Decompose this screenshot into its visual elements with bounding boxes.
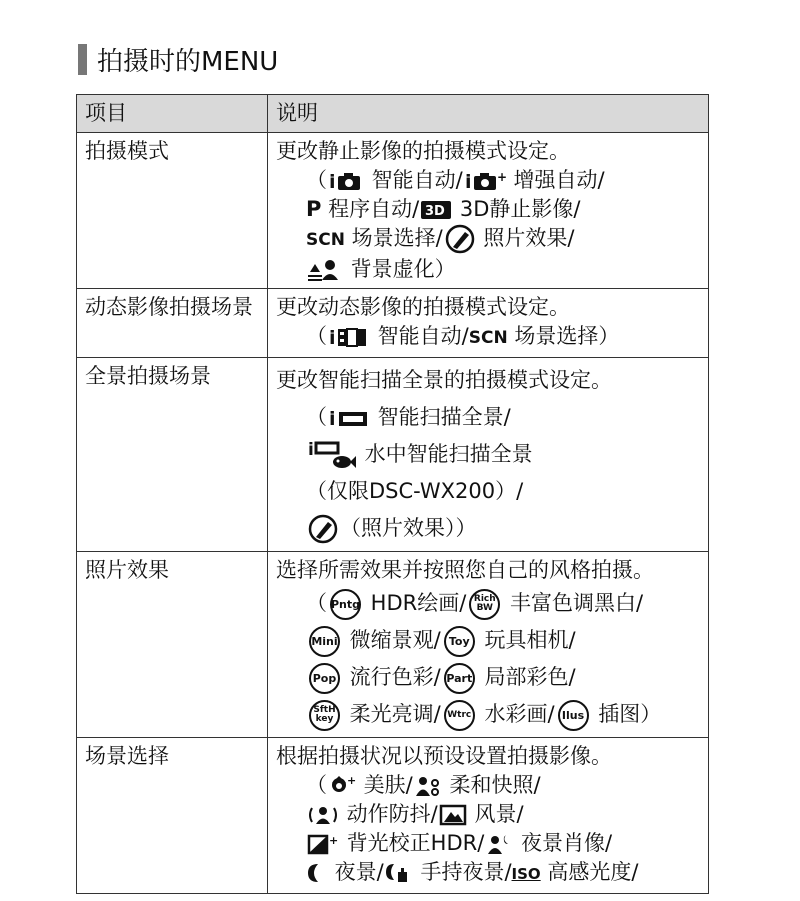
option-label: 柔光亮调/ (343, 702, 441, 726)
option-line (276, 255, 700, 284)
option-line (276, 399, 700, 436)
option-label: 夜景/ (328, 860, 384, 884)
option-line (276, 622, 700, 659)
option-label: 智能自动/ (371, 324, 469, 348)
paren: （ (306, 405, 327, 429)
description-cell (268, 738, 709, 894)
option-label: （照片效果）） (340, 516, 477, 540)
option-label: HDR绘画/ (364, 591, 467, 615)
description-cell (268, 552, 709, 738)
option-label: 夜景肖像/ (514, 831, 613, 855)
header-item: 项目 (77, 95, 268, 133)
illustration-icon: Ilus (558, 700, 589, 731)
description-text: 选择所需效果并按照您自己的风格拍摄。 (276, 558, 654, 582)
option-label: 场景选择） (507, 324, 620, 348)
option-line (276, 800, 700, 829)
svg-text:i: i (329, 408, 336, 430)
option-line (276, 224, 700, 255)
rich-tone-monochrome-icon (469, 589, 500, 620)
watercolor-icon: Wtrc (444, 700, 475, 731)
description-text: 更改动态影像的拍摄模式设定。 (276, 295, 570, 319)
option-line (276, 858, 700, 889)
anti-motion-blur-icon (308, 804, 338, 826)
intelligent-panorama-icon (329, 407, 369, 429)
description-text: 更改静止影像的拍摄模式设定。 (276, 139, 570, 163)
option-label: 水中智能扫描全景 (358, 442, 533, 466)
svg-text:+: + (496, 170, 507, 184)
high-sensitivity-icon: ISO (511, 865, 541, 883)
option-line (276, 473, 700, 510)
option-label: 智能自动/ (365, 168, 463, 192)
description-text: 根据拍摄状况以预设设置拍摄影像。 (276, 744, 612, 768)
option-label: 玩具相机/ (477, 628, 576, 652)
option-label: 美肤/ (357, 773, 413, 797)
badge-line: key (315, 714, 334, 724)
table-row (77, 289, 709, 358)
paren: （ (306, 591, 327, 615)
option-label: 流行色彩/ (343, 665, 441, 689)
table-header-row (77, 95, 709, 133)
table-row (77, 358, 709, 552)
toy-camera-icon: Toy (444, 626, 475, 657)
table-row (77, 552, 709, 738)
svg-text:i: i (308, 440, 314, 460)
description-text: 更改智能扫描全景的拍摄模式设定。 (276, 368, 612, 392)
option-label: 局部彩色/ (477, 665, 576, 689)
svg-text:+: + (329, 834, 339, 847)
option-label: 场景选择/ (344, 226, 443, 250)
picture-effect-icon (445, 224, 475, 254)
title-marker (78, 44, 87, 75)
paren: （ (306, 168, 327, 192)
option-label: 丰富色调黑白/ (503, 591, 644, 615)
menu-table (76, 94, 709, 894)
hdr-painting-icon: Pntg (330, 589, 361, 620)
table-row (77, 133, 709, 289)
background-defocus-icon (308, 258, 342, 282)
badge-line: BW (476, 603, 493, 613)
option-line (276, 166, 700, 195)
paren: （ (306, 773, 327, 797)
item-cell: 动态影像拍摄场景 (77, 289, 268, 358)
description-cell (268, 289, 709, 358)
option-label: 微缩景观/ (343, 628, 441, 652)
miniature-icon: Mini (309, 626, 340, 657)
option-label: 柔和快照/ (442, 773, 541, 797)
soft-high-key-icon (309, 700, 340, 731)
landscape-icon (440, 804, 466, 826)
option-line (276, 771, 700, 800)
option-label: 增强自动/ (506, 168, 605, 192)
item-cell: 拍摄模式 (77, 133, 268, 289)
option-label: 智能扫描全景/ (371, 405, 511, 429)
option-label: 背光校正HDR/ (340, 831, 485, 855)
svg-text:+: + (347, 774, 357, 787)
option-line (276, 659, 700, 696)
option-line (276, 322, 700, 353)
description-cell (268, 133, 709, 289)
soft-skin-icon (329, 774, 355, 798)
option-line (276, 696, 700, 733)
svg-text:i: i (329, 327, 336, 349)
scene-select-icon: SCN (306, 230, 345, 250)
option-label: 程序自动/ (321, 197, 420, 221)
header-description: 说明 (268, 95, 709, 133)
option-label: （仅限DSC-WX200）/ (306, 479, 524, 503)
underwater-panorama-icon (308, 439, 356, 471)
paren: （ (306, 324, 327, 348)
option-label: 3D静止影像/ (453, 197, 581, 221)
program-auto-icon: P (306, 197, 322, 221)
night-scene-icon (308, 862, 326, 884)
option-label: 背景虚化） (344, 257, 456, 281)
picture-effect-icon (308, 514, 338, 544)
partial-color-icon: Part (444, 663, 475, 694)
backlight-hdr-icon (308, 833, 338, 855)
option-label: 动作防抖/ (340, 802, 438, 826)
option-label: 照片效果/ (476, 226, 575, 250)
option-label: 高感光度/ (540, 860, 639, 884)
badge-line: SftH (313, 705, 336, 715)
badge-line: Rich (473, 594, 496, 604)
svg-text:i: i (464, 171, 472, 193)
page-title (78, 42, 278, 76)
option-label: 风景/ (467, 802, 524, 826)
superior-auto-icon (465, 170, 505, 192)
item-cell: 全景拍摄场景 (77, 358, 268, 552)
option-label: 插图） (591, 702, 662, 726)
night-portrait-icon (486, 833, 512, 855)
option-line (276, 436, 700, 473)
svg-text:i: i (329, 171, 336, 193)
table-row (77, 738, 709, 894)
scene-select-icon: SCN (468, 328, 508, 348)
item-cell: 照片效果 (77, 552, 268, 738)
item-cell: 场景选择 (77, 738, 268, 894)
page-title-text: 拍摄时的MENU (97, 46, 279, 77)
option-label: 手持夜景/ (413, 860, 512, 884)
intelligent-auto-movie-icon (329, 326, 369, 348)
3d-icon (421, 200, 451, 220)
option-line (276, 585, 700, 622)
option-line (276, 829, 700, 858)
intelligent-auto-icon (329, 170, 363, 192)
handheld-twilight-icon (386, 862, 412, 884)
svg-text:3D: 3D (425, 204, 446, 219)
option-label: 水彩画/ (477, 702, 555, 726)
soft-snap-icon (415, 774, 441, 798)
pop-color-icon: Pop (309, 663, 340, 694)
option-line (276, 510, 700, 547)
description-cell (268, 358, 709, 552)
option-line (276, 195, 700, 224)
